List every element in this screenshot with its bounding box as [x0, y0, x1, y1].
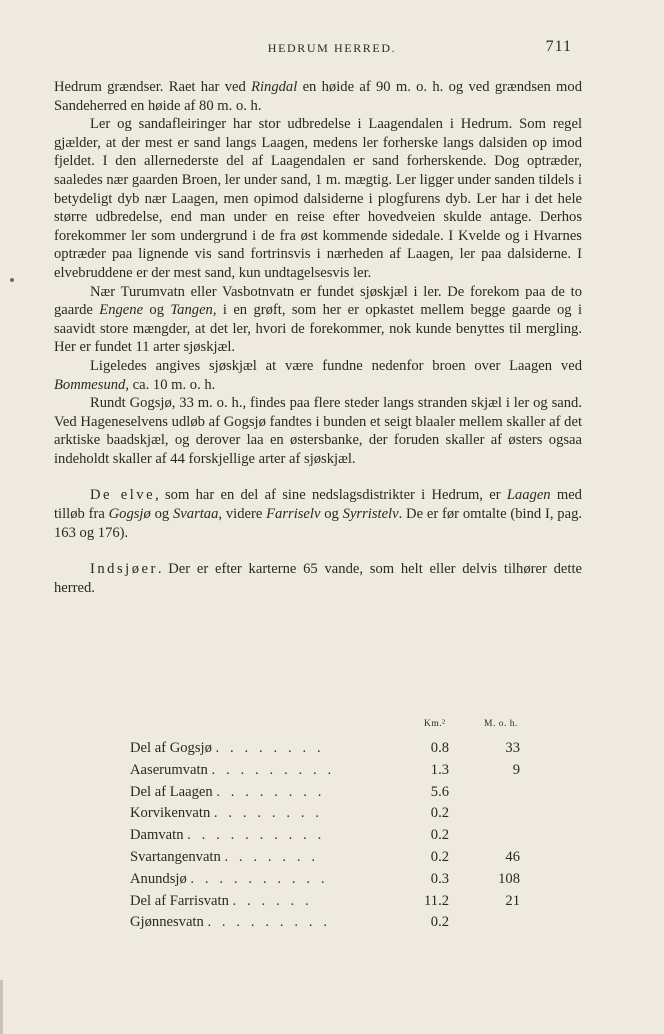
lake-name: Del af Gogsjø — [130, 740, 212, 756]
table-row — [130, 782, 550, 804]
leader-dots: . . . . . . . — [224, 848, 319, 865]
section-lead-elve: De elve — [90, 487, 156, 504]
lake-area: 0.3 — [430, 870, 450, 887]
river-laagen: Laagen — [506, 487, 551, 504]
paragraph-ler-og-sand: Ler og sandafleiringer har stor udbredelse i Laagendalen i Hedrum. Som regel gjælder, at der mest er sand langs Laagen, medens ler forherske langs dalsiden op imod fjeldet. I den allernederste del af Laagendalen er sand forherskende. Dog optræder, saaledes nær gaarden Broen, ler under sand, 1 m. mægtig. Ler ligger under sanden tildels i betydeligt dyb nær Laagen, men opimod dalsiderne i plogfurens dyb. Ler har i det hele større udbredelse, end man under en reise efter hovedveien skulde antage. Derhos forekommer ler som undergrund i de fra øst kommende sidedale. I Kvelde og i Hvarnes optræder paa lignende vis sand fortrinsvis i nærheden af Laagen, ler paa dalsiderne. I elvebruddene er der mest sand, kun undtagelsesvis ler. — [54, 116, 582, 281]
leader-dots: . . . . . . . . . — [207, 914, 331, 931]
binding-edge — [0, 980, 3, 1034]
lake-height — [449, 782, 550, 804]
lake-area: 5.6 — [430, 783, 450, 800]
paragraph-gogsjo: Rundt Gogsjø, 33 m. o. h., findes paa flere steder langs stranden skjæl i ler og sand. Ved Hageneselvens udløb af Gogsjø fandtes i bunden et seigt blaaler mellem skaller af det arktiske baadskjæl, og derover laa en østersbanke, der foruden skaller af østers ogsaa indeholdt skaller af 44 forskjellige arter af sjøskjæl. — [54, 395, 582, 467]
lakes-table — [130, 738, 550, 934]
leader-dots: . . . . . . . . — [215, 740, 325, 756]
section-lead-indsjoer: Indsjøer — [90, 561, 158, 578]
lake-name: Korvikenvatn — [130, 805, 211, 822]
margin-dot — [10, 278, 14, 282]
table-row — [130, 803, 550, 825]
paragraph-indsjoer: Indsjøer. Der er efter karterne 65 vande, som helt eller delvis tilhører dette herred. — [54, 561, 582, 596]
lake-name: Anundsjø — [130, 870, 187, 887]
river-farriselv: Farriselv — [266, 506, 321, 523]
running-head: HEDRUM HERRED. — [267, 41, 397, 55]
page-header — [0, 38, 664, 58]
leader-dots: . . . . . . . . . . — [190, 870, 329, 887]
section-gap — [54, 542, 582, 560]
lake-height: 46 — [505, 848, 520, 865]
leader-dots: . . . . . . — [232, 892, 313, 909]
lake-height: 33 — [505, 740, 520, 756]
lake-area: 0.2 — [430, 805, 450, 822]
paragraph-turumvatn: Nær Turumvatn eller Vasbotnvatn er fundet sjøskjæl i ler. De forekom paa de to gaarde Engene og Tangen, i en grøft, som her er opkastet mellem begge gaarde og i saavidt store mængder, at det ler, hvori de forekommer, nok kunde benyttes til mergling. Her er fundet 11 arter sjøskjæl. — [54, 283, 583, 356]
table-row — [130, 847, 550, 869]
table-row — [130, 891, 550, 913]
column-header-area: Km.² — [424, 719, 446, 729]
river-gogsjo: Gogsjø — [108, 506, 151, 523]
leader-dots: . . . . . . . . . . — [187, 827, 325, 844]
lake-height — [449, 803, 550, 825]
lake-name: Svartangenvatn — [130, 848, 221, 865]
lake-area: 0.2 — [430, 848, 450, 865]
leader-dots: . . . . . . . . . — [211, 761, 335, 778]
river-syrristelv: Syrristelv — [342, 506, 399, 523]
farm-tangen: Tangen — [170, 302, 213, 319]
lake-area: 0.2 — [430, 827, 450, 844]
table-row — [130, 825, 550, 847]
table-row — [130, 869, 550, 891]
section-gap — [54, 468, 582, 486]
body-text — [54, 78, 582, 597]
lake-name: Aaserumvatn — [130, 761, 208, 778]
paragraph-elve: De elve, som har en del af sine nedslagsdistrikter i Hedrum, er Laagen med tilløb fra Gogsjø og Svartaa, videre Farriselv og Syrristelv. De er før omtalte (bind I, pag. 163 og 176). — [54, 487, 583, 541]
leader-dots: . . . . . . . . — [216, 783, 326, 800]
farm-engene: Engene — [99, 302, 144, 319]
table-row — [130, 760, 550, 782]
lake-height: 9 — [512, 761, 520, 778]
lake-name: Del af Farrisvatn — [130, 892, 229, 909]
lake-area: 1.3 — [430, 761, 450, 778]
lake-height: 108 — [498, 870, 520, 887]
lake-name: Damvatn — [130, 827, 184, 844]
lake-height: 21 — [505, 892, 520, 909]
page-number: 711 — [545, 38, 572, 55]
lake-name: Del af Laagen — [130, 783, 213, 800]
lake-area: 0.8 — [430, 740, 450, 756]
leader-dots: . . . . . . . . — [213, 805, 323, 822]
table-row — [130, 912, 550, 934]
paragraph-bommesund: Ligeledes angives sjøskjæl at være fundne nedenfor broen over Laagen ved Bommesund, ca. 10 m. o. h. — [54, 357, 582, 393]
lake-height — [449, 912, 550, 934]
river-svartaa: Svartaa — [173, 506, 219, 523]
column-header-height: M. o. h. — [484, 719, 518, 729]
place-bommesund: Bommesund — [54, 376, 126, 393]
lake-name: Gjønnesvatn — [130, 914, 204, 931]
lake-height — [449, 825, 550, 847]
table-row — [130, 738, 550, 760]
paragraph-raet: Hedrum grændser. Raet har ved Ringdal en høide af 90 m. o. h. og ved grændsen mod Sandeherred en høide af 80 m. o. h. — [54, 79, 583, 114]
place-ringdal: Ringdal — [251, 79, 298, 95]
lake-area: 0.2 — [430, 914, 450, 931]
lake-area: 11.2 — [424, 892, 450, 909]
